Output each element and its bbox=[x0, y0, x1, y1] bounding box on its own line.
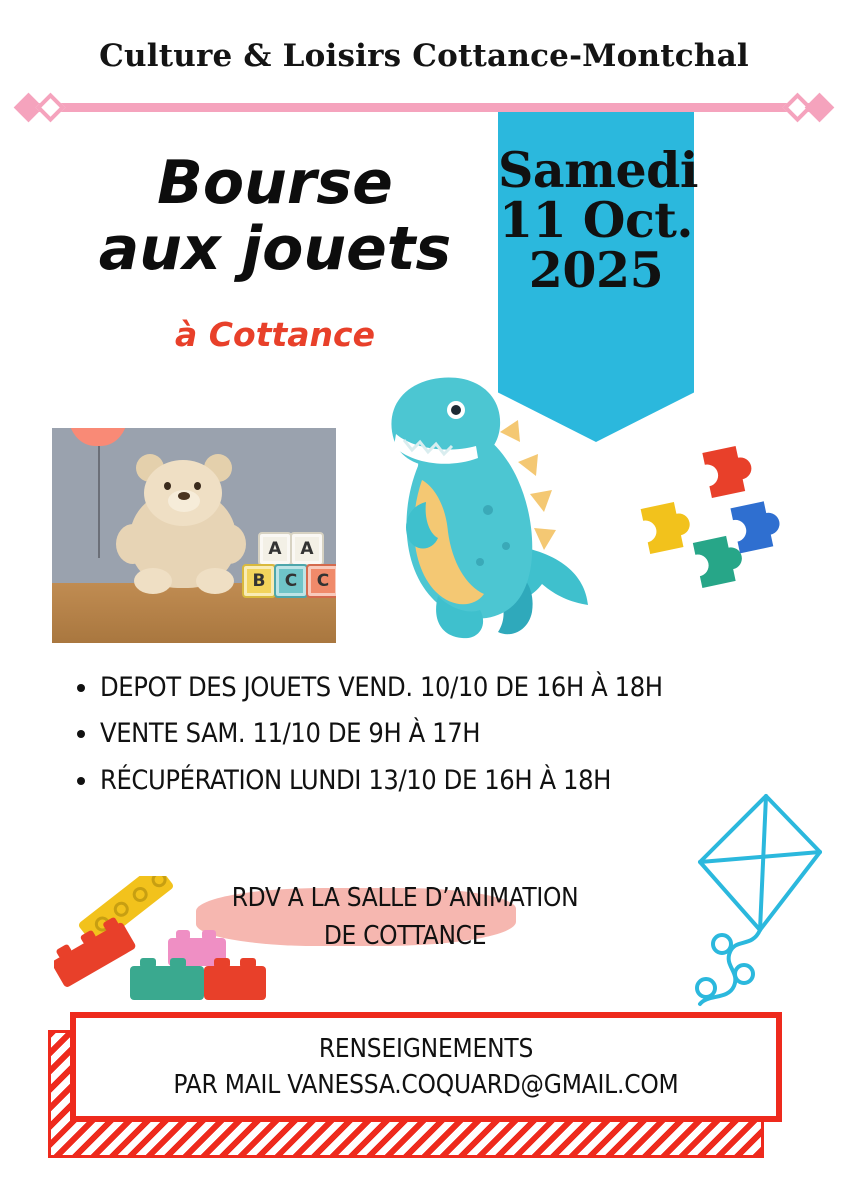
divider-diamond-inner-left bbox=[36, 93, 66, 123]
decorative-divider bbox=[14, 96, 834, 120]
event-title-line2: aux jouets bbox=[98, 214, 452, 284]
contact-email: PAR MAIL VANESSA.COQUARD@GMAIL.COM bbox=[173, 1070, 679, 1100]
event-title bbox=[60, 150, 490, 282]
list-item: • VENTE SAM. 11/10 DE 9H À 17H bbox=[100, 711, 806, 757]
contact-heading: RENSEIGNEMENTS bbox=[318, 1033, 534, 1064]
date-banner-line1: Samedi bbox=[498, 141, 699, 199]
teddy-foot-right bbox=[196, 568, 234, 594]
alphabet-block: B bbox=[242, 564, 276, 598]
teddy-eye-left bbox=[164, 482, 171, 490]
teddy-foot-left bbox=[134, 568, 172, 594]
puzzle-pieces-icon bbox=[630, 442, 800, 617]
balloon-string-icon bbox=[98, 446, 100, 558]
balloon-icon bbox=[68, 428, 128, 446]
kite-icon bbox=[648, 788, 828, 1023]
list-item: • DEPOT DES JOUETS VEND. 10/10 DE 16H À 18H bbox=[100, 665, 806, 711]
date-banner-line2: 11 Oct. bbox=[499, 190, 693, 249]
alphabet-block: A bbox=[258, 532, 292, 566]
contact-box bbox=[70, 1012, 782, 1122]
venue-info bbox=[140, 880, 670, 955]
teddy-nose bbox=[178, 492, 190, 500]
event-title-line1: Bourse bbox=[157, 148, 393, 218]
teddy-eye-right bbox=[194, 482, 201, 490]
alphabet-block: A bbox=[290, 532, 324, 566]
schedule-list bbox=[66, 665, 806, 804]
venue-line-2: DE COTTANCE bbox=[323, 920, 487, 951]
venue-line-1: RDV A LA SALLE D’ANIMATION bbox=[231, 883, 579, 913]
alphabet-block: C bbox=[274, 564, 308, 598]
teddy-bear-photo bbox=[52, 428, 336, 643]
dinosaur-icon bbox=[360, 370, 590, 660]
date-banner bbox=[498, 141, 699, 299]
list-item: • RÉCUPÉRATION LUNDI 13/10 DE 16H À 18H bbox=[100, 758, 806, 804]
date-banner-line3: 2025 bbox=[528, 240, 664, 299]
page-title: Culture & Loisirs Cottance-Montchal bbox=[99, 38, 749, 74]
divider-bar bbox=[36, 103, 812, 112]
event-subtitle: à Cottance bbox=[175, 315, 375, 354]
divider-diamond-right bbox=[805, 93, 835, 123]
alphabet-block: C bbox=[306, 564, 336, 598]
